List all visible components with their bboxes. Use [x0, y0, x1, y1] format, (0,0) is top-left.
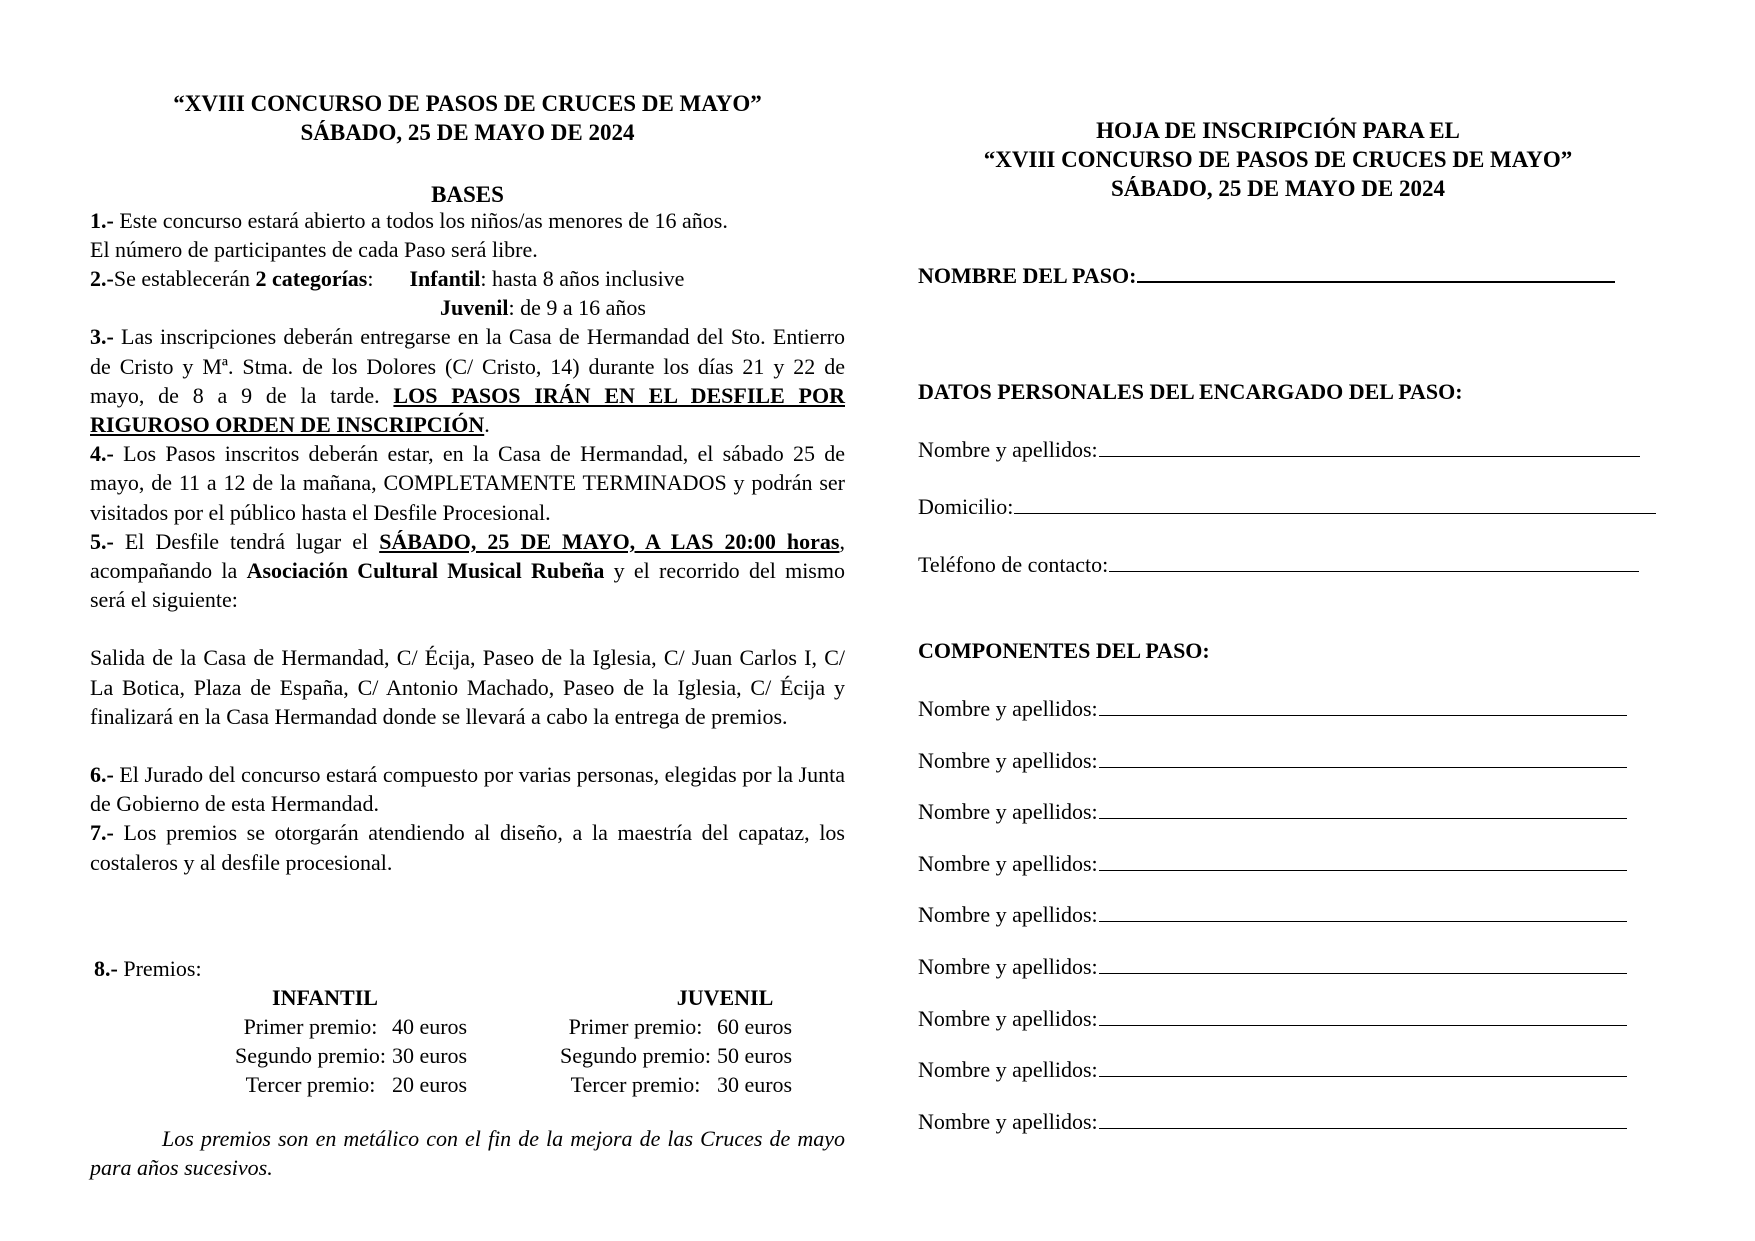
form-heading-3: SÁBADO, 25 DE MAYO DE 2024 — [1111, 176, 1445, 201]
rule-text: Se establecerán — [113, 266, 256, 292]
rule-number: 4.- — [90, 441, 114, 467]
rule-emphasis: 2 categorías — [255, 266, 368, 292]
prizes-infantil-heading: INFANTIL — [272, 985, 378, 1010]
address-field[interactable] — [918, 492, 1656, 521]
component-name-input-line[interactable] — [1099, 1127, 1627, 1129]
category-juvenil-desc: : de 9 a 16 años — [508, 295, 646, 321]
category-infantil-desc: : hasta 8 años inclusive — [480, 266, 685, 292]
rule-text: y el recorrido del mismo será el siguiente: — [90, 558, 845, 613]
paso-name-input-line[interactable] — [1137, 280, 1615, 283]
component-name-field[interactable] — [918, 797, 1627, 826]
parade-route: Salida de la Casa de Hermandad, C/ Écija, Paseo de la Iglesia, C/ Juan Carlos I, C/ La Botica, Plaza de España, C/ Antonio Machado, Paseo de la Iglesia, C/ Écija y finalizará en la Casa Hermandad donde se llevará a cabo la entrega de premios. — [90, 645, 845, 729]
prize-row — [560, 1041, 792, 1070]
rule-text: El Desfile tendrá lugar el — [113, 528, 380, 554]
rule-4 — [90, 439, 845, 527]
rule-number: 1.- — [90, 208, 114, 233]
rule-3 — [90, 322, 845, 439]
prize-amount: 20 euros — [391, 1072, 468, 1097]
rule-text: . — [484, 412, 490, 438]
component-name-input-line[interactable] — [1099, 817, 1627, 819]
prizes-infantil — [235, 983, 535, 1099]
paso-name-label: NOMBRE DEL PASO: — [918, 263, 1137, 288]
phone-label: Teléfono de contacto: — [918, 552, 1109, 577]
prize-amount: 30 euros — [716, 1072, 793, 1097]
component-name-field[interactable] — [918, 849, 1627, 878]
rule-text: Los premios se otorgarán atendiendo al diseño, a la maestría del capataz, los costaleros y al desfile procesional. — [90, 820, 845, 875]
prizes-footnote: Los premios son en metálico con el fin de la mejora de las Cruces de mayo para años sucesivos. — [90, 1126, 845, 1181]
component-name-label: Nombre y apellidos: — [918, 696, 1098, 721]
component-name-field[interactable] — [918, 746, 1627, 775]
component-name-label: Nombre y apellidos: — [918, 902, 1098, 928]
prize-row — [560, 1012, 792, 1041]
rule-text: El Jurado del concurso estará compuesto por varias personas, elegidas por la Junta de Gobierno de esta Hermandad. — [90, 762, 845, 817]
component-name-label: Nombre y apellidos: — [918, 747, 1098, 773]
rule-7 — [90, 818, 845, 876]
prize-row — [560, 1070, 792, 1099]
bases-heading: BASES — [431, 182, 504, 207]
components-heading: COMPONENTES DEL PASO: — [918, 638, 1210, 663]
component-name-input-line[interactable] — [1099, 1024, 1627, 1026]
component-name-field[interactable] — [918, 694, 1627, 723]
component-name-field[interactable] — [918, 1055, 1627, 1084]
form-heading-2: “XVIII CONCURSO DE PASOS DE CRUCES DE MAYO” — [983, 147, 1573, 172]
rules-body — [90, 206, 845, 877]
prize-label: Tercer premio: — [245, 1072, 376, 1097]
rule-text: Los Pasos inscritos deberán estar, en la Casa de Hermandad, el sábado 25 de mayo, de 11 a 12 de la mañana, COMPLETAMENTE TERMINADOS y podrán ser visitados por el público hasta el Desfile Procesional. — [90, 441, 845, 525]
address-label: Domicilio: — [918, 494, 1014, 519]
rule-number: 6.- — [90, 762, 114, 788]
rule-number: 7.- — [90, 820, 114, 846]
component-name-input-line[interactable] — [1099, 714, 1627, 716]
component-name-input-line[interactable] — [1099, 1075, 1627, 1077]
rule-6 — [90, 760, 845, 818]
rule-text: Este concurso estará abierto a todos los niños/as menores de 16 años. — [113, 208, 728, 233]
component-name-input-line[interactable] — [1099, 972, 1627, 974]
prizes-infantil-table — [235, 1012, 467, 1099]
manager-name-label: Nombre y apellidos: — [918, 437, 1098, 462]
rule-text: El número de participantes de cada Paso será libre. — [90, 237, 538, 263]
rule-emphasis: SÁBADO, 25 DE MAYO, A LAS 20:00 horas — [379, 528, 840, 554]
prize-row — [235, 1012, 467, 1041]
component-name-label: Nombre y apellidos: — [918, 954, 1098, 979]
rule-text: : — [367, 266, 374, 292]
prize-amount: 40 euros — [391, 1014, 468, 1039]
rule-8 — [94, 954, 202, 983]
phone-field[interactable] — [918, 550, 1639, 579]
component-name-field[interactable] — [918, 952, 1627, 981]
contest-title: “XVIII CONCURSO DE PASOS DE CRUCES DE MAYO” — [173, 91, 762, 116]
rule-5 — [90, 527, 845, 615]
rule-number: 3.- — [90, 324, 114, 350]
prize-label: Primer premio: — [243, 1014, 378, 1039]
form-heading-1: HOJA DE INSCRIPCIÓN PARA EL — [1096, 118, 1460, 143]
rule-text: Premios: — [117, 956, 202, 981]
prize-amount: 60 euros — [716, 1014, 793, 1039]
category-infantil: Infantil — [409, 266, 481, 292]
phone-input-line[interactable] — [1109, 570, 1639, 572]
component-name-label: Nombre y apellidos: — [918, 1108, 1098, 1134]
rule-1 — [90, 206, 845, 264]
rule-emphasis: LOS PASOS IRÁN EN EL DESFILE POR RIGUROSO ORDEN DE INSCRIPCIÓN — [90, 382, 845, 438]
band-name: Asociación Cultural Musical Rubeña — [246, 558, 605, 584]
rule-number: 2.- — [90, 266, 114, 292]
component-name-label: Nombre y apellidos: — [918, 1005, 1098, 1031]
component-name-input-line[interactable] — [1099, 766, 1627, 768]
component-name-label: Nombre y apellidos: — [918, 799, 1098, 825]
prize-amount: 30 euros — [391, 1043, 468, 1068]
rule-text: , acompañando la — [90, 528, 845, 584]
component-name-input-line[interactable] — [1099, 869, 1627, 871]
component-name-label: Nombre y apellidos: — [918, 1057, 1098, 1083]
rule-number: 5.- — [90, 528, 114, 554]
prize-label: Segundo premio: — [560, 1043, 711, 1068]
manager-name-field[interactable] — [918, 435, 1640, 464]
paso-name-field[interactable] — [918, 261, 1615, 290]
address-input-line[interactable] — [1014, 512, 1656, 514]
rule-text: Las inscripciones deberán entregarse en la Casa de Hermandad del Sto. Entierro de Cristo y Mª. Stma. de los Dolores (C/ Cristo, 14) durante los días 21 y 22 de mayo, de 8 a 9 de la tarde. — [90, 324, 845, 408]
component-name-field[interactable] — [918, 1107, 1627, 1136]
component-name-field[interactable] — [918, 900, 1627, 929]
component-name-field[interactable] — [918, 1004, 1627, 1033]
prize-label: Primer premio: — [568, 1014, 703, 1039]
contest-date: SÁBADO, 25 DE MAYO DE 2024 — [300, 120, 635, 145]
prizes-juvenil-heading: JUVENIL — [676, 985, 774, 1010]
prize-amount: 50 euros — [716, 1043, 793, 1068]
category-juvenil: Juvenil — [440, 295, 509, 321]
prize-row — [235, 1070, 467, 1099]
prizes-juvenil — [560, 983, 860, 1099]
prize-label: Tercer premio: — [570, 1072, 701, 1097]
prizes-juvenil-table — [560, 1012, 792, 1099]
prize-label: Segundo premio: — [235, 1043, 386, 1068]
rule-2 — [90, 264, 845, 322]
prize-row — [235, 1041, 467, 1070]
component-name-input-line[interactable] — [1099, 920, 1627, 922]
rule-number: 8.- — [94, 956, 118, 981]
manager-name-input-line[interactable] — [1099, 455, 1640, 457]
component-name-label: Nombre y apellidos: — [918, 850, 1098, 876]
personal-data-heading: DATOS PERSONALES DEL ENCARGADO DEL PASO: — [918, 379, 1463, 404]
